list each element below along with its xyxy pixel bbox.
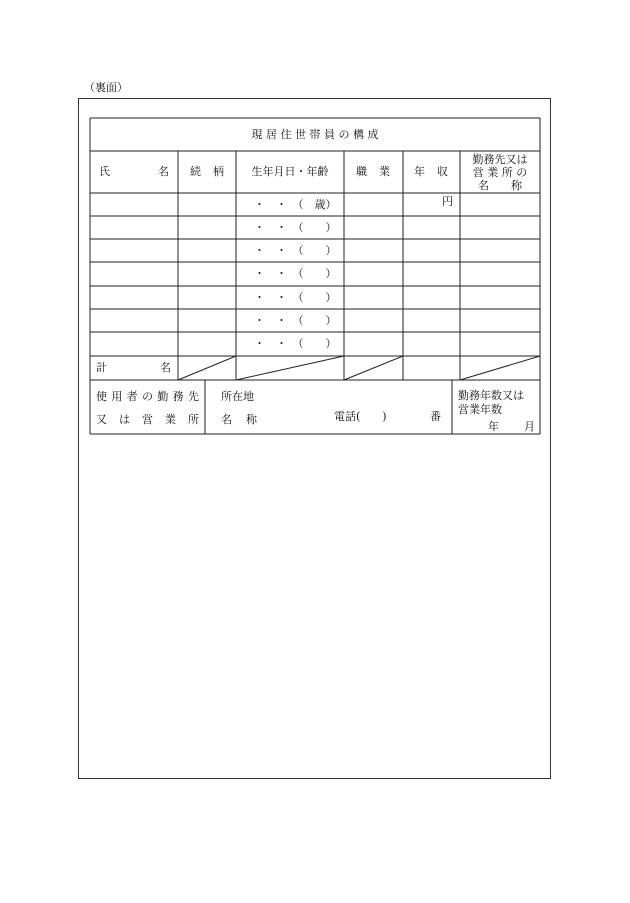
header-workplace-line2: 営 業 所 の [472, 166, 528, 179]
row-2-birth-age[interactable]: ・ ・ （ ） [254, 221, 337, 234]
row-1-birth-age[interactable]: ・ ・ （ 歳） [254, 198, 337, 211]
header-workplace-line1: 勤務先又は [472, 153, 528, 166]
row-6-birth-age[interactable]: ・ ・ （ ） [254, 314, 337, 327]
years-label-line1: 勤務年数又は [458, 389, 524, 402]
years-unit-month: 月 [524, 420, 535, 433]
employer-label-line2: 又 は 営 業 所 [96, 413, 199, 426]
row-1-income-unit: 円 [442, 195, 453, 208]
row-7-birth-age[interactable]: ・ ・ （ ） [254, 337, 337, 350]
years-unit-year: 年 [488, 420, 499, 433]
header-workplace-line3: 名 称 [478, 179, 522, 192]
row-3-birth-age[interactable]: ・ ・ （ ） [254, 244, 337, 257]
back-side-label: （裏面） [84, 81, 128, 94]
employer-name-label: 名 称 [221, 413, 257, 426]
header-name: 氏 名 [99, 165, 169, 178]
table-title: 現 居 住 世 帯 員 の 構 成 [251, 128, 379, 141]
employer-phone-suffix: 番 [430, 410, 441, 423]
header-birthdate-age: 生年月日・年齢 [251, 165, 329, 178]
years-label-line2: 営業年数 [458, 403, 502, 416]
employer-label-line1: 使 用 者 の 勤 務 先 [96, 390, 199, 403]
employer-phone-label: 電話( ) [334, 410, 387, 423]
header-income: 年 収 [414, 165, 448, 178]
header-relationship: 続 柄 [190, 165, 224, 178]
employer-address-label: 所在地 [221, 390, 254, 403]
row-4-birth-age[interactable]: ・ ・ （ ） [254, 267, 337, 280]
row-5-birth-age[interactable]: ・ ・ （ ） [254, 291, 337, 304]
total-row-label: 計 名 [96, 361, 171, 374]
header-occupation: 職 業 [356, 165, 390, 178]
